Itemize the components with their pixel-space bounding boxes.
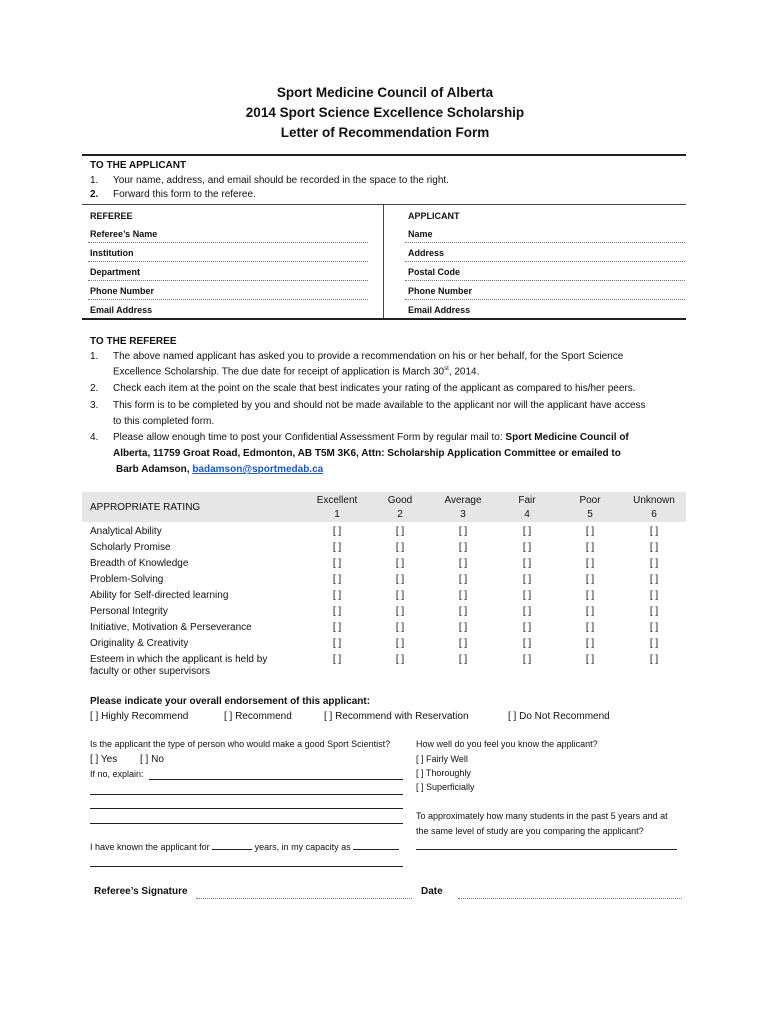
applicant-postal-label: Postal Code bbox=[408, 267, 461, 277]
rating-checkbox-col-5[interactable]: [ ] bbox=[585, 622, 595, 633]
to-referee-num-3: 3. bbox=[90, 400, 99, 411]
to-referee-num-4: 4. bbox=[90, 432, 99, 443]
fields-top-rule bbox=[82, 204, 686, 205]
explain-line-1[interactable] bbox=[149, 779, 403, 780]
explain-line-2[interactable] bbox=[90, 794, 403, 795]
to-referee-item-4-line-1 bbox=[113, 432, 629, 443]
rating-checkbox-col-6[interactable]: [ ] bbox=[649, 542, 659, 553]
rating-checkbox-col-3[interactable]: [ ] bbox=[458, 542, 468, 553]
col-average-label: Average bbox=[444, 495, 482, 506]
know-superficially[interactable]: [ ] Superficially bbox=[416, 782, 475, 792]
title-line-3: Letter of Recommendation Form bbox=[280, 125, 490, 140]
rating-row-label: Initiative, Motivation & Perseverance bbox=[90, 622, 252, 633]
rating-row-label: Ability for Self-directed learning bbox=[90, 590, 229, 601]
title-line-1: Sport Medicine Council of Alberta bbox=[276, 85, 494, 100]
rating-checkbox-col-1[interactable]: [ ] bbox=[332, 558, 342, 569]
due-date-suffix: st bbox=[444, 366, 449, 372]
applicant-name-label: Name bbox=[408, 229, 433, 239]
date-field[interactable] bbox=[458, 898, 682, 899]
date-label: Date bbox=[421, 886, 443, 897]
rating-checkbox-col-5[interactable]: [ ] bbox=[585, 638, 595, 649]
referee-department-field[interactable] bbox=[88, 280, 368, 281]
signature-field[interactable] bbox=[196, 898, 412, 899]
rating-checkbox-col-1[interactable]: [ ] bbox=[332, 638, 342, 649]
endorse-highly-recommend[interactable]: [ ] Highly Recommend bbox=[90, 711, 189, 722]
rating-checkbox-col-2[interactable]: [ ] bbox=[395, 638, 405, 649]
to-referee-item-3-line-1: This form is to be completed by you and should not be made available to the applicant nor will the applicant have access bbox=[113, 400, 646, 411]
col-fair-label: Fair bbox=[518, 495, 536, 506]
rating-checkbox-col-5[interactable]: [ ] bbox=[585, 526, 595, 537]
rating-row-label: Personal Integrity bbox=[90, 606, 168, 617]
rating-row-label: Esteem in which the applicant is held by bbox=[90, 654, 268, 665]
col-unknown-num: 6 bbox=[651, 509, 657, 520]
explain-line-3[interactable] bbox=[90, 808, 403, 809]
endorsement-heading: Please indicate your overall endorsement of this applicant: bbox=[90, 696, 371, 707]
explain-line-4[interactable] bbox=[90, 823, 403, 824]
rating-heading: APPROPRIATE RATING bbox=[90, 502, 201, 513]
rating-checkbox-col-6[interactable]: [ ] bbox=[649, 526, 659, 537]
know-fairly-well[interactable]: [ ] Fairly Well bbox=[416, 754, 468, 764]
rating-checkbox-col-6[interactable]: [ ] bbox=[649, 654, 659, 665]
rating-checkbox-col-2[interactable]: [ ] bbox=[395, 526, 405, 537]
rating-checkbox-col-4[interactable]: [ ] bbox=[522, 590, 532, 601]
col-average-num: 3 bbox=[460, 509, 466, 520]
know-question: How well do you feel you know the applicant? bbox=[416, 739, 598, 749]
known-for-text: I have known the applicant for bbox=[90, 842, 213, 852]
rating-row-label: Problem-Solving bbox=[90, 574, 164, 585]
rating-checkbox-col-6[interactable]: [ ] bbox=[649, 590, 659, 601]
rating-checkbox-col-4[interactable]: [ ] bbox=[522, 638, 532, 649]
rating-checkbox-col-4[interactable]: [ ] bbox=[522, 542, 532, 553]
rating-checkbox-col-3[interactable]: [ ] bbox=[458, 622, 468, 633]
council-name: Sport Medicine Council of bbox=[505, 432, 629, 443]
rating-checkbox-col-5[interactable]: [ ] bbox=[585, 590, 595, 601]
rating-checkbox-col-1[interactable]: [ ] bbox=[332, 542, 342, 553]
compare-answer-line[interactable] bbox=[416, 849, 677, 850]
rating-checkbox-col-1[interactable]: [ ] bbox=[332, 526, 342, 537]
rating-checkbox-col-1[interactable]: [ ] bbox=[332, 574, 342, 585]
applicant-phone-label: Phone Number bbox=[408, 286, 473, 296]
to-applicant-item-1: Your name, address, and email should be recorded in the space to the right. bbox=[113, 175, 449, 186]
top-rule bbox=[82, 154, 686, 156]
applicant-name-field[interactable] bbox=[405, 242, 685, 243]
known-for-row bbox=[90, 842, 399, 852]
rating-checkbox-col-2[interactable]: [ ] bbox=[395, 654, 405, 665]
rating-checkbox-col-2[interactable]: [ ] bbox=[395, 574, 405, 585]
to-referee-item-2: Check each item at the point on the scale that best indicates your rating of the applicant as compared to his/her peers. bbox=[113, 383, 636, 394]
col-unknown-label: Unknown bbox=[633, 495, 675, 506]
rating-checkbox-col-3[interactable]: [ ] bbox=[458, 590, 468, 601]
col-fair-num: 4 bbox=[524, 509, 530, 520]
to-applicant-num-2: 2. bbox=[90, 189, 99, 200]
contact-name: Barb Adamson, bbox=[116, 464, 193, 475]
to-referee-item-1-line-1: The above named applicant has asked you to provide a recommendation on his or her behalf, for the Sport Science bbox=[113, 351, 624, 362]
compare-question-line-1: To approximately how many students in the past 5 years and at bbox=[416, 811, 668, 821]
col-excellent-label: Excellent bbox=[316, 495, 358, 506]
applicant-postal-field[interactable] bbox=[405, 280, 685, 281]
rating-checkbox-col-2[interactable]: [ ] bbox=[395, 542, 405, 553]
rating-checkbox-col-5[interactable]: [ ] bbox=[585, 542, 595, 553]
referee-name-field[interactable] bbox=[88, 242, 368, 243]
to-referee-item-4-line-3 bbox=[116, 464, 323, 475]
signature-label: Referee’s Signature bbox=[94, 886, 188, 897]
to-referee-item-1-line-2 bbox=[113, 366, 479, 377]
rating-checkbox-col-1[interactable]: [ ] bbox=[332, 622, 342, 633]
rating-checkbox-col-2[interactable]: [ ] bbox=[395, 590, 405, 601]
scientist-no-option[interactable]: [ ] No bbox=[140, 754, 164, 765]
rating-checkbox-col-6[interactable]: [ ] bbox=[649, 574, 659, 585]
referee-institution-label: Institution bbox=[90, 248, 134, 258]
endorse-recommend-with-reservation[interactable]: [ ] Recommend with Reservation bbox=[324, 711, 469, 722]
fields-divider bbox=[383, 205, 384, 319]
due-date-text: Excellence Scholarship. The due date for receipt of application is March 30 bbox=[113, 366, 445, 378]
applicant-email-label: Email Address bbox=[408, 305, 471, 315]
referee-department-label: Department bbox=[90, 267, 141, 277]
rating-checkbox-col-1[interactable]: [ ] bbox=[332, 654, 342, 665]
col-good-num: 2 bbox=[397, 509, 403, 520]
to-referee-heading: TO THE REFEREE bbox=[90, 336, 177, 347]
fields-bottom-rule bbox=[82, 318, 686, 320]
col-poor-num: 5 bbox=[587, 509, 593, 520]
referee-email-label: Email Address bbox=[90, 305, 153, 315]
due-date-year: , 2014. bbox=[448, 366, 480, 378]
rating-checkbox-col-1[interactable]: [ ] bbox=[332, 606, 342, 617]
capacity-line-2[interactable] bbox=[90, 866, 403, 867]
known-for-years-field[interactable] bbox=[212, 849, 252, 850]
rating-checkbox-col-3[interactable]: [ ] bbox=[458, 558, 468, 569]
referee-institution-field[interactable] bbox=[88, 261, 368, 262]
rating-row-label: Scholarly Promise bbox=[90, 542, 171, 553]
to-applicant-heading: TO THE APPLICANT bbox=[90, 160, 187, 171]
referee-name-label: Referee’s Name bbox=[90, 229, 158, 239]
known-for-capacity-text: years, in my capacity as bbox=[252, 842, 354, 852]
to-referee-num-2: 2. bbox=[90, 383, 99, 394]
rating-checkbox-col-4[interactable]: [ ] bbox=[522, 574, 532, 585]
scientist-question: Is the applicant the type of person who would make a good Sport Scientist? bbox=[90, 739, 391, 749]
rating-checkbox-col-4[interactable]: [ ] bbox=[522, 526, 532, 537]
rating-checkbox-col-6[interactable]: [ ] bbox=[649, 622, 659, 633]
rating-checkbox-col-3[interactable]: [ ] bbox=[458, 574, 468, 585]
title-line-2: 2014 Sport Science Excellence Scholarship bbox=[245, 105, 525, 120]
contact-email-link[interactable]: badamson@sportmedab.ca bbox=[192, 464, 324, 475]
referee-heading: REFEREE bbox=[90, 211, 133, 221]
referee-phone-field[interactable] bbox=[88, 299, 368, 300]
rating-checkbox-col-1[interactable]: [ ] bbox=[332, 590, 342, 601]
to-referee-item-4-line-2: Alberta, 11759 Groat Road, Edmonton, AB T5M 3K6, Attn: Scholarship Application Committee or emailed to bbox=[113, 448, 621, 459]
rating-checkbox-col-3[interactable]: [ ] bbox=[458, 654, 468, 665]
rating-checkbox-col-2[interactable]: [ ] bbox=[395, 622, 405, 633]
rating-checkbox-col-3[interactable]: [ ] bbox=[458, 526, 468, 537]
endorse-do-not-recommend[interactable]: [ ] Do Not Recommend bbox=[508, 711, 610, 722]
referee-phone-label: Phone Number bbox=[90, 286, 155, 296]
rating-checkbox-col-2[interactable]: [ ] bbox=[395, 558, 405, 569]
to-applicant-num-1: 1. bbox=[90, 175, 99, 186]
rating-row-label: Breadth of Knowledge bbox=[90, 558, 189, 569]
rating-checkbox-col-5[interactable]: [ ] bbox=[585, 654, 595, 665]
rating-checkbox-col-5[interactable]: [ ] bbox=[585, 574, 595, 585]
applicant-address-field[interactable] bbox=[405, 261, 685, 262]
col-good-label: Good bbox=[387, 495, 413, 506]
rating-checkbox-col-6[interactable]: [ ] bbox=[649, 606, 659, 617]
col-excellent-num: 1 bbox=[334, 509, 340, 520]
capacity-field[interactable] bbox=[353, 849, 399, 850]
rating-checkbox-col-5[interactable]: [ ] bbox=[585, 606, 595, 617]
rating-checkbox-col-4[interactable]: [ ] bbox=[522, 606, 532, 617]
scientist-yes-option[interactable]: [ ] Yes bbox=[90, 754, 118, 765]
rating-row-9-line-2: faculty or other supervisors bbox=[90, 666, 211, 677]
to-referee-item-3-line-2: to this completed form. bbox=[113, 416, 215, 427]
rating-checkbox-col-6[interactable]: [ ] bbox=[649, 638, 659, 649]
col-poor-label: Poor bbox=[579, 495, 601, 506]
mail-instructions: Please allow enough time to post your Confidential Assessment Form by regular mail to: bbox=[113, 432, 506, 443]
rating-row-label: Originality & Creativity bbox=[90, 638, 189, 649]
compare-question-line-2: the same level of study are you comparing the applicant? bbox=[416, 826, 644, 836]
to-referee-num-1: 1. bbox=[90, 351, 99, 362]
applicant-heading: APPLICANT bbox=[408, 211, 460, 221]
rating-checkbox-col-4[interactable]: [ ] bbox=[522, 654, 532, 665]
applicant-address-label: Address bbox=[408, 248, 445, 258]
rating-checkbox-col-6[interactable]: [ ] bbox=[649, 558, 659, 569]
rating-checkbox-col-4[interactable]: [ ] bbox=[522, 558, 532, 569]
explain-label: If no, explain: bbox=[90, 769, 144, 779]
rating-checkbox-col-5[interactable]: [ ] bbox=[585, 558, 595, 569]
to-applicant-item-2: Forward this form to the referee. bbox=[113, 189, 256, 200]
applicant-phone-field[interactable] bbox=[405, 299, 685, 300]
rating-checkbox-col-3[interactable]: [ ] bbox=[458, 606, 468, 617]
know-thoroughly[interactable]: [ ] Thoroughly bbox=[416, 768, 471, 778]
rating-checkbox-col-4[interactable]: [ ] bbox=[522, 622, 532, 633]
rating-checkbox-col-2[interactable]: [ ] bbox=[395, 606, 405, 617]
endorse-recommend[interactable]: [ ] Recommend bbox=[224, 711, 292, 722]
rating-row-label: Analytical Ability bbox=[90, 526, 162, 537]
rating-checkbox-col-3[interactable]: [ ] bbox=[458, 638, 468, 649]
